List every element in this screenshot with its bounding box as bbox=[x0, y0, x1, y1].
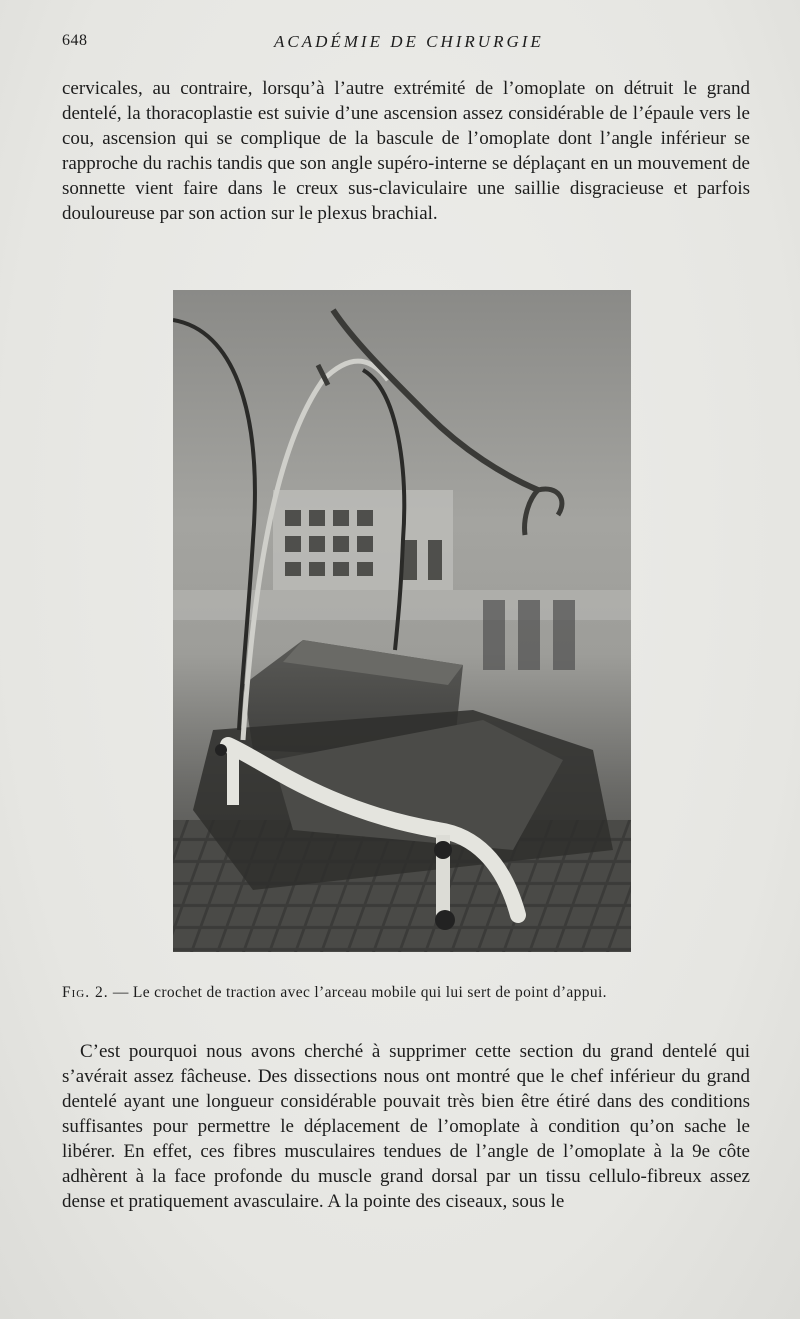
body-paragraph-top: cervicales, au contraire, lorsqu’à l’autre extrémité de l’omoplate on détruit le grand dentelé, la thoracoplastie est suivie d’une ascension assez considérable de l’épaule vers le cou, ascension qui se complique de la bascule de l’omoplate dont l’angle inférieur se rapproche du rachis tandis que son angle supéro-interne se déplaçant en un mouvement de sonnette vient faire dans le creux sus-claviculaire une saillie disgracieuse et parfois douloureuse par son action sur le plexus brachial. bbox=[62, 78, 750, 224]
traction-hook-photo bbox=[173, 290, 631, 952]
figure-photograph bbox=[173, 290, 631, 952]
page-header bbox=[62, 32, 752, 54]
figure-caption bbox=[62, 984, 752, 1002]
body-paragraph-bottom: C’est pourquoi nous avons cherché à supprimer cette section du grand dentelé qui s’avérait assez fâcheuse. Des dissections nous ont montré que le chef inférieur du grand dentelé ayant une longueur considérable pouvait très bien être étiré dans des conditions suffisantes pour permettre le déplacement de l’omoplate à condition qu’on sache le libérer. En effet, ces fibres musculaires tendues de l’angle de l’omoplate à la 9e côte adhèrent à la face profonde du muscle grand dorsal par un tissu cellulo-fibreux assez dense et pratiquement avasculaire. A la pointe des ciseaux, sous le bbox=[62, 1041, 750, 1212]
figure-caption-text: — Le crochet de traction avec l’arceau mobile qui lui sert de point d’appui. bbox=[108, 984, 607, 1001]
running-title: ACADÉMIE DE CHIRURGIE bbox=[274, 32, 544, 51]
page-number: 648 bbox=[62, 32, 88, 49]
figure-label: Fig. 2. bbox=[62, 984, 109, 1001]
